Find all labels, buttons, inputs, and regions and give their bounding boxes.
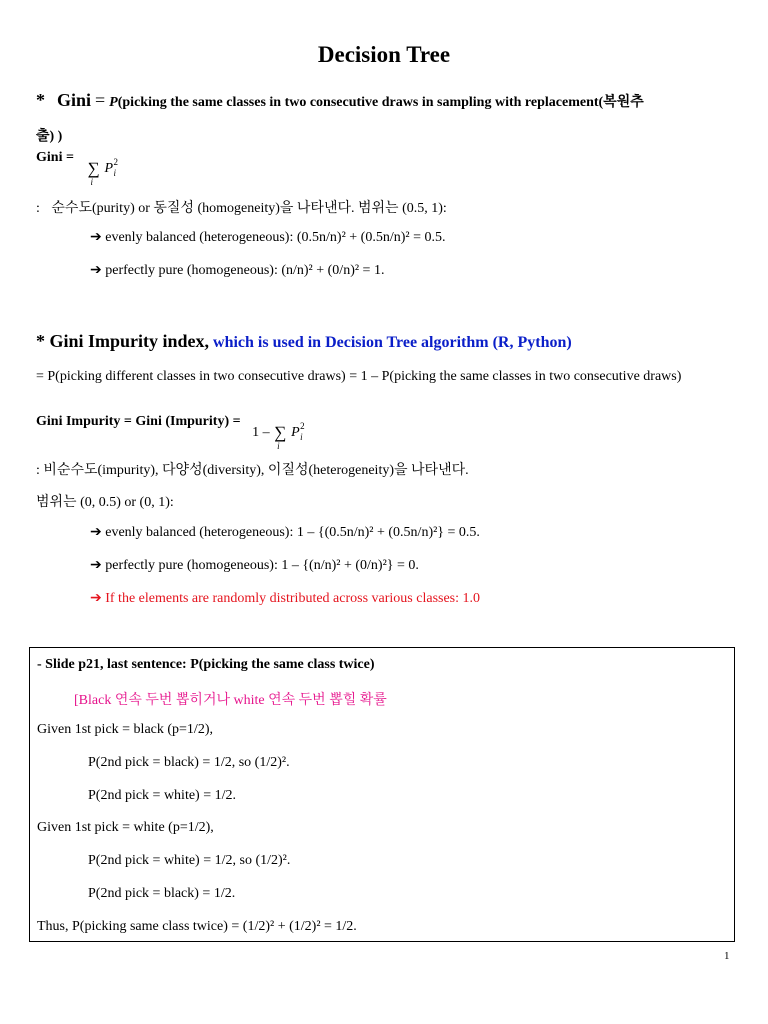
box-line-korean: [Black 연속 두번 뽑히거나 white 연속 두번 뽑힐 확률 (74, 693, 387, 708)
impurity-arrow-pure: ➔ perfectly pure (homogeneous): 1 – {(n/n)² + (0/n)²} = 0. (90, 558, 419, 573)
gini-description (36, 197, 447, 217)
impurity-formula-label: Gini Impurity = Gini (Impurity) = (36, 414, 241, 429)
impurity-heading (36, 331, 572, 352)
gini-heading-p: P (109, 95, 118, 110)
gini-heading-star: * (36, 90, 45, 110)
box-line-slide-ref: - Slide p21, last sentence: P(picking the same class twice) (37, 657, 375, 672)
impurity-heading-title: * Gini Impurity index, (36, 331, 210, 351)
impurity-arrow-balanced: ➔ evenly balanced (heterogeneous): 1 – {(0.5n/n)² + (0.5n/n)²} = 0.5. (90, 525, 480, 540)
impurity-range: 범위는 (0, 0.5) or (0, 1): (36, 495, 174, 510)
box-line-given-black: Given 1st pick = black (p=1/2), (37, 722, 213, 737)
gini-heading-cont: 출) ) (36, 129, 63, 144)
gini-heading-text: (picking the same classes in two consecutive draws in sampling with replacement(복원추 (117, 95, 644, 110)
impurity-definition: = P(picking different classes in two consecutive draws) = 1 – P(picking the same classes in two consecutive draws) (36, 369, 682, 384)
box-line-conclusion: Thus, P(picking same class twice) = (1/2)² + (1/2)² = 1/2. (37, 919, 357, 934)
box-line-given-white: Given 1st pick = white (p=1/2), (37, 820, 214, 835)
box-line-black-white: P(2nd pick = white) = 1/2. (88, 788, 236, 803)
box-line-black-black: P(2nd pick = black) = 1/2, so (1/2)². (88, 755, 290, 770)
box-line-white-black: P(2nd pick = black) = 1/2. (88, 886, 236, 901)
page-number: 1 (724, 950, 730, 962)
gini-formula: Gini = ∑ i P i 2 (36, 150, 118, 187)
page-title: Decision Tree (317, 42, 451, 67)
impurity-heading-blue: which is used in Decision Tree algorithm (R, Python) (213, 334, 572, 351)
gini-arrow-balanced: ➔ evenly balanced (heterogeneous): (0.5n/n)² + (0.5n/n)² = 0.5. (90, 230, 446, 245)
gini-heading-eq: = (95, 90, 106, 110)
impurity-description: : 비순수도(impurity), 다양성(diversity), 이질성(heterogeneity)을 나타낸다. (36, 463, 469, 478)
gini-desc-text: 순수도(purity) or 동질성 (homogeneity)을 나타낸다. 범위는 (0.5, 1): (51, 201, 447, 216)
gini-heading (36, 90, 644, 111)
gini-formula-label: Gini = (36, 150, 74, 165)
box-line-white-white: P(2nd pick = white) = 1/2, so (1/2)². (88, 853, 291, 868)
gini-arrow-pure: ➔ perfectly pure (homogeneous): (n/n)² + (0/n)² = 1. (90, 263, 385, 278)
gini-desc-colon: : (36, 201, 40, 216)
gini-heading-name: Gini (57, 90, 92, 110)
impurity-formula: Gini Impurity = Gini (Impurity) = 1 – ∑ i P i 2 (36, 414, 305, 451)
impurity-arrow-random: ➔ If the elements are randomly distributed across various classes: 1.0 (90, 591, 481, 606)
